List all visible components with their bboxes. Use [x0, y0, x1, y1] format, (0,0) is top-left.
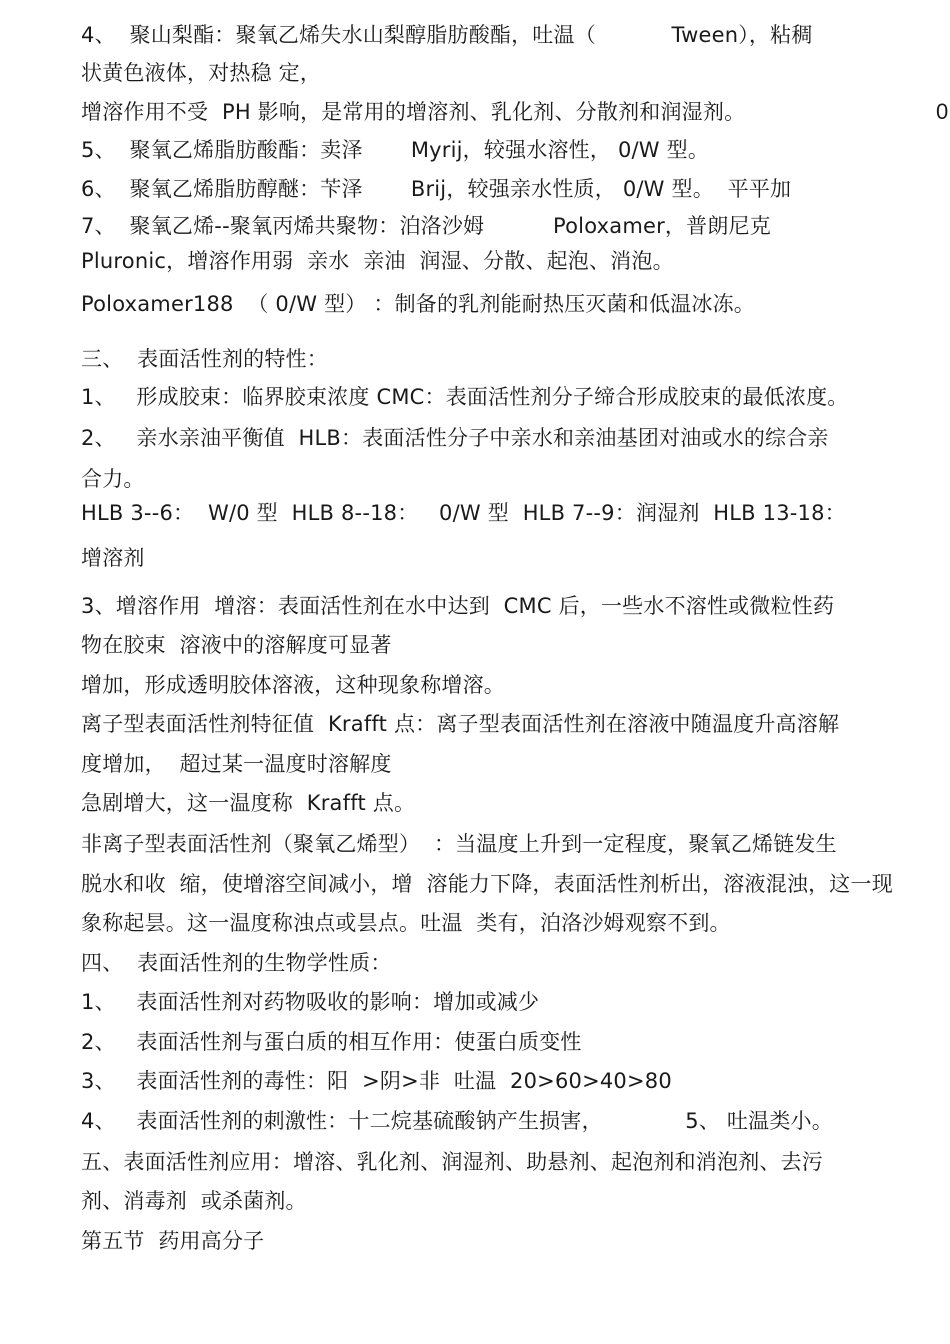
text-line: 5、 聚氧乙烯脂肪酸酯：卖泽 Myrij，较强水溶性， 0/W 型。 — [81, 138, 710, 162]
text-line: 象称起昙。这一温度称浊点或昙点。吐温 类有，泊洛沙姆观察不到。 — [81, 911, 731, 935]
text-line: 2、 亲水亲油平衡值 HLB：表面活性分子中亲水和亲油基团对油或水的综合亲 — [81, 426, 829, 450]
text-line: 增溶作用不受 PH 影响，是常用的增溶剂、乳化剂、分散剂和润湿剂。 — [81, 100, 746, 124]
text-line: 合力。 — [81, 467, 145, 491]
text-line: 4、 表面活性剂的刺激性：十二烷基硫酸钠产生损害， 5、 吐温类小。 — [81, 1109, 833, 1133]
text-line: 物在胶束 溶液中的溶解度可显著 — [81, 633, 392, 657]
text-line: 增溶剂 — [81, 546, 145, 570]
stray-character: 0 — [936, 99, 949, 124]
text-line: 脱水和收 缩，使增溶空间减小，增 溶能力下降，表面活性剂析出，溶液混浊，这一现 — [81, 872, 893, 896]
text-line: 1、 表面活性剂对药物吸收的影响：增加或减少 — [81, 990, 540, 1014]
text-line: Poloxamer188 （ 0/W 型） ：制备的乳剂能耐热压灭菌和低温冰冻。 — [81, 292, 755, 316]
text-line: 2、 表面活性剂与蛋白质的相互作用：使蛋白质变性 — [81, 1030, 582, 1054]
text-line: 状黄色液体，对热稳 定， — [81, 61, 322, 85]
text-line: HLB 3--6： W/0 型 HLB 8--18： 0/W 型 HLB 7--9：润湿剂 HLB 13-18： — [81, 501, 846, 525]
text-line: 离子型表面活性剂特征值 Krafft 点：离子型表面活性剂在溶液中随温度升高溶解 — [81, 712, 840, 736]
section-heading: 四、 表面活性剂的生物学性质： — [81, 951, 392, 975]
text-line: 剂、消毒剂 或杀菌剂。 — [81, 1189, 307, 1213]
text-line: 1、 形成胶束：临界胶束浓度 CMC：表面活性剂分子缔合形成胶束的最低浓度。 — [81, 385, 849, 409]
text-line: 非离子型表面活性剂（聚氧乙烯型） ：当温度上升到一定程度，聚氧乙烯链发生 — [81, 832, 837, 856]
text-line: 6、 聚氧乙烯脂肪醇醚：苄泽 Brij，较强亲水性质， 0/W 型。 平平加 — [81, 177, 792, 201]
text-line: 增加，形成透明胶体溶液，这种现象称增溶。 — [81, 673, 505, 697]
text-line: Pluronic，增溶作用弱 亲水 亲油 润湿、分散、起泡、消泡。 — [81, 249, 674, 273]
text-line: 急剧增大，这一温度称 Krafft 点。 — [81, 791, 416, 815]
text-line: 3、 表面活性剂的毒性：阳 >阴>非 吐温 20>60>40>80 — [81, 1069, 672, 1093]
text-line: 3、增溶作用 增溶：表面活性剂在水中达到 CMC 后，一些水不溶性或微粒性药 — [81, 594, 835, 618]
chapter-heading: 第五节 药用高分子 — [81, 1229, 265, 1253]
section-heading: 三、 表面活性剂的特性： — [81, 347, 328, 371]
section-heading: 五、表面活性剂应用：增溶、乳化剂、润湿剂、助悬剂、起泡剂和消泡剂、去污 — [81, 1150, 823, 1174]
text-line: 度增加， 超过某一温度时溶解度 — [81, 752, 392, 776]
text-line: 4、 聚山梨酯：聚氧乙烯失水山梨醇脂肪酸酯，吐温（ Tween），粘稠 — [81, 23, 813, 47]
text-line: 7、 聚氧乙烯--聚氧丙烯共聚物：泊洛沙姆 Poloxamer，普朗尼克 — [81, 214, 771, 238]
